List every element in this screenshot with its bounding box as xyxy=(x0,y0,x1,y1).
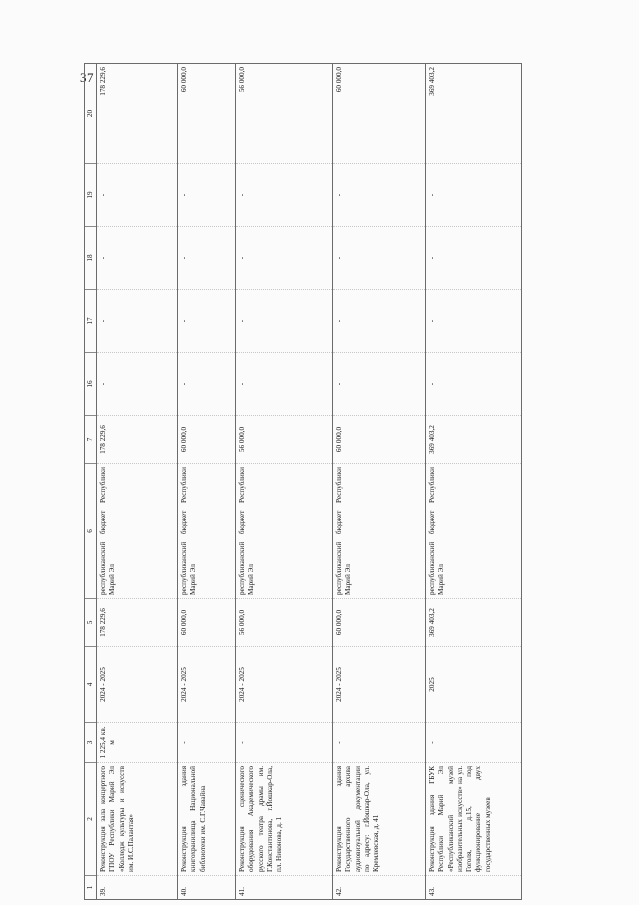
header-cell: 16 xyxy=(85,353,97,416)
capacity: - xyxy=(426,723,522,763)
period: 2024 - 2025 xyxy=(236,647,333,723)
table-row xyxy=(426,64,522,900)
header-cell: 7 xyxy=(85,416,97,464)
col-18: - xyxy=(236,227,333,290)
total-cost: 56 000,0 xyxy=(236,599,333,647)
program-table xyxy=(84,63,522,900)
page-number: 37 xyxy=(80,70,94,85)
header-cell: 19 xyxy=(85,164,97,227)
col-19: - xyxy=(97,164,178,227)
amount: 178 229,6 xyxy=(97,416,178,464)
total-cost: 369 403,2 xyxy=(426,599,522,647)
col-20: 178 229,6 xyxy=(97,64,178,164)
col-18: - xyxy=(333,227,426,290)
table-row xyxy=(236,64,333,900)
header-cell: 20 xyxy=(85,64,97,164)
object-name: Реконструкция здания ГБУК Республики Марий Эл «Республиканский музей изобразительных искусств» на ул. Гоголя, д.15, под функционирование двух государственных музеев xyxy=(426,763,522,876)
col-19: - xyxy=(178,164,236,227)
capacity: - xyxy=(333,723,426,763)
col-19: - xyxy=(236,164,333,227)
period: 2024 - 2025 xyxy=(97,647,178,723)
capacity: - xyxy=(178,723,236,763)
funding-source: республиканский бюджет Республики Марий Эл xyxy=(236,464,333,599)
col-16: - xyxy=(426,353,522,416)
col-17: - xyxy=(333,290,426,353)
header-cell: 18 xyxy=(85,227,97,290)
header-cell: 5 xyxy=(85,599,97,647)
table-row xyxy=(97,64,178,900)
amount: 60 000,0 xyxy=(178,416,236,464)
total-cost: 178 229,6 xyxy=(97,599,178,647)
header-cell: 2 xyxy=(85,763,97,876)
col-19: - xyxy=(426,164,522,227)
funding-source: республиканский бюджет Республики Марий Эл xyxy=(178,464,236,599)
col-20: 60 000,0 xyxy=(333,64,426,164)
period: 2024 - 2025 xyxy=(178,647,236,723)
row-number: 43. xyxy=(426,876,522,900)
funding-source: республиканский бюджет Республики Марий Эл xyxy=(426,464,522,599)
capacity: - xyxy=(236,723,333,763)
capacity: 1 225,4 кв. м xyxy=(97,723,178,763)
col-18: - xyxy=(178,227,236,290)
header-cell: 4 xyxy=(85,647,97,723)
funding-source: республиканский бюджет Республики Марий Эл xyxy=(97,464,178,599)
col-17: - xyxy=(426,290,522,353)
object-name: Реконструкция сценического оборудования Академического русского театра драмы им. Г.Константинова, г.Йошкар-Ола, пл. Никонова, д. 1 xyxy=(236,763,333,876)
header-cell: 1 xyxy=(85,876,97,900)
amount: 369 403,2 xyxy=(426,416,522,464)
col-20: 369 403,2 xyxy=(426,64,522,164)
col-16: - xyxy=(333,353,426,416)
header-row xyxy=(85,64,97,900)
col-18: - xyxy=(426,227,522,290)
amount: 60 000,0 xyxy=(333,416,426,464)
row-number: 39. xyxy=(97,876,178,900)
col-19: - xyxy=(333,164,426,227)
header-cell: 6 xyxy=(85,464,97,599)
row-number: 40. xyxy=(178,876,236,900)
col-18: - xyxy=(97,227,178,290)
col-16: - xyxy=(97,353,178,416)
total-cost: 60 000,0 xyxy=(178,599,236,647)
col-20: 56 000,0 xyxy=(236,64,333,164)
total-cost: 60 000,0 xyxy=(333,599,426,647)
table-row xyxy=(333,64,426,900)
funding-source: республиканский бюджет Республики Марий Эл xyxy=(333,464,426,599)
col-17: - xyxy=(97,290,178,353)
amount: 56 000,0 xyxy=(236,416,333,464)
header-cell: 3 xyxy=(85,723,97,763)
col-16: - xyxy=(178,353,236,416)
object-name: Реконструкция здания книгохранилища Национальной библиотеки им. С.Г.Чавайна xyxy=(178,763,236,876)
col-16: - xyxy=(236,353,333,416)
rotated-document xyxy=(84,64,520,900)
period: 2024 - 2025 xyxy=(333,647,426,723)
header-cell: 17 xyxy=(85,290,97,353)
col-20: 60 000,0 xyxy=(178,64,236,164)
col-17: - xyxy=(178,290,236,353)
period: 2025 xyxy=(426,647,522,723)
row-number: 42. xyxy=(333,876,426,900)
object-name: Реконструкция зала концертного ГПОУ Республики Марий Эл «Колледж культуры и искусств им. И.С.Палантая» xyxy=(97,763,178,876)
object-name: Реконструкция здания Государственного архива аудиовизуальной документации по адресу: г.Йошкар-Ола, ул. Кремлевская, д. 41 xyxy=(333,763,426,876)
table-row xyxy=(178,64,236,900)
row-number: 41. xyxy=(236,876,333,900)
col-17: - xyxy=(236,290,333,353)
